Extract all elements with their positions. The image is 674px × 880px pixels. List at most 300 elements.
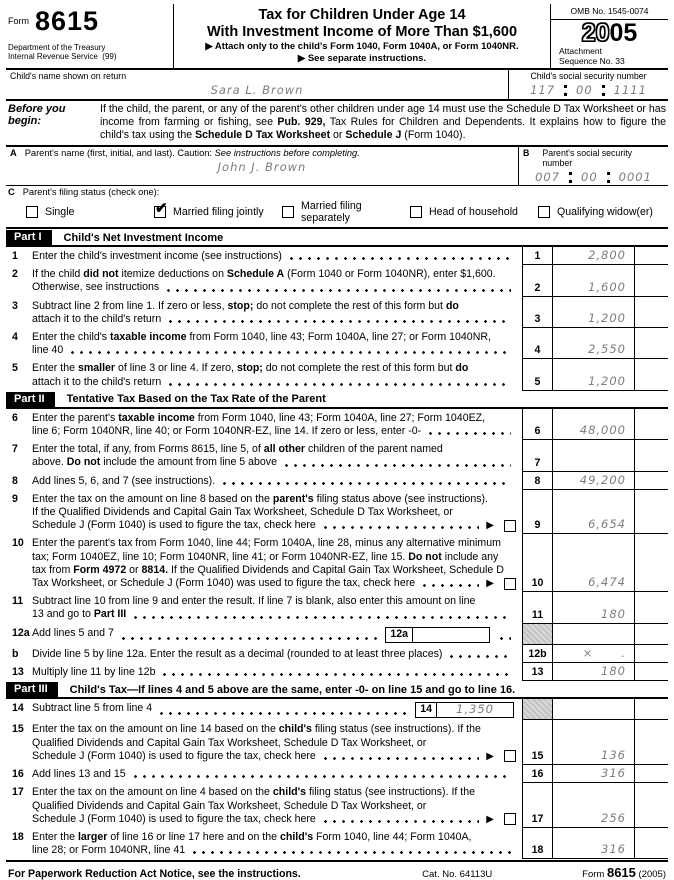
child-ssn-group: 00 [576,83,593,97]
line-text-content: If the child did not itemize deductions on Schedule A (Form 1040 or Form 1040NR), enter $1,600. [32,268,496,281]
line-number: 8 [12,474,18,487]
entry-amount[interactable]: 180 [553,663,635,680]
entry-amount[interactable] [553,440,635,470]
line-text-content: line 40 [32,344,64,357]
dotted-leader [166,382,511,387]
line-text-row [32,702,516,718]
line-text-content: tax from Form 4972 or 8814. If the Qualified Dividends and Capital Gain Tax Worksheet, Schedule D [32,563,504,576]
form-line-4 [6,328,668,359]
part-label-part-iii: Part III [6,682,58,697]
entry-cents-cell [635,265,668,295]
inline-box-value[interactable] [413,628,489,642]
line-text-content: Subtract line 5 from line 4 [32,702,153,715]
line-number: 11 [12,595,24,608]
dotted-leader [321,756,479,761]
line-text [32,699,522,720]
footer-form-number: 8615 [606,865,636,880]
entry-amount[interactable]: 48,000 [553,409,635,439]
tax-year [551,20,668,46]
entry-cents-cell [635,328,668,358]
dotted-leader [447,654,511,659]
part-header-part-i [6,230,668,247]
part-subtitle-part-iii: If lines 4 and 5 above are the same, enter -0- on line 15 and go to line 16. [138,683,516,696]
line-text-row [32,519,516,532]
line-text-row [32,425,516,438]
entry-line-number: 3 [523,297,553,327]
form-line-3 [6,297,668,328]
form-line-12a [6,624,668,645]
inline-box-label: 14 [416,703,437,717]
entry-cents-cell [635,247,668,264]
form-id-block [6,4,174,68]
filing-status-label [8,187,666,197]
entry-line-number: 8 [523,472,553,489]
entry-line-number: 2 [523,265,553,295]
entry-cells [522,783,668,828]
entry-line-number: 17 [523,783,553,827]
line-text-row [32,577,516,590]
year-outline: 20 [581,19,610,47]
entry-line-number: 10 [523,534,553,591]
line-text-row [32,331,516,344]
form-number: 8615 [35,6,100,36]
part-title-part-ii: Tentative Tax Based on the Tax Rate of the Parent [66,393,326,406]
line-text-row [32,786,516,799]
form-line-6 [6,409,668,440]
dotted-leader [321,525,479,530]
line-text-row [32,493,516,506]
parent-ssn-serial: 0001 [618,170,652,184]
entry-amount[interactable]: 6,654 [553,490,635,534]
sequence-label: Sequence No. 33 [559,55,625,66]
part-header-part-iii [6,682,668,699]
line-text-row [32,813,516,826]
line-text-content: Enter the larger of line 16 or line 17 here and on the child's Form 1040, line 44; Form 1040A, [32,830,472,843]
parent-name-cell [6,147,518,185]
filing-status-checkbox-qualifying-widow-er-[interactable] [538,206,550,218]
line-text-content: Add lines 5, 6, and 7 (see instructions). [32,474,216,487]
line-text-content: Schedule J (Form 1040) is used to figure the tax, check here [32,749,316,762]
inline-box-label: 12a [386,628,413,642]
dotted-leader [160,672,511,677]
pointer-arrow-icon: ▶ [486,813,494,825]
child-ssn-cell [508,70,668,99]
line-number: 13 [12,666,24,679]
form-line-13 [6,663,668,681]
filing-status-option-label: Married filing jointly [173,206,264,218]
before-label: Before you begin: [8,103,66,127]
form-word: Form [8,16,29,26]
entry-cents-cell [635,297,668,327]
filing-status-option-label: Single [45,206,75,218]
filing-status-option-label: Head of household [429,206,518,218]
dotted-leader [131,774,511,779]
line-text-row [32,443,516,456]
entry-amount[interactable]: 136 [553,720,635,764]
check-here-checkbox[interactable] [504,578,516,590]
entry-cents-cell [635,828,668,858]
dept-line1: Department of the Treasury [8,43,106,52]
line-text-content: attach it to the child's return [32,312,162,325]
line-text-content: Schedule J (Form 1040) is used to figure the tax, check here [32,519,316,532]
entry-amount[interactable] [553,699,635,719]
entry-line-number: 12b [523,645,553,662]
pointer-arrow-icon: ▶ [486,750,494,762]
entry-line-number: 18 [523,828,553,858]
inline-entry-box-14 [415,702,514,718]
parent-name-label [10,148,514,158]
line-text-row [32,750,516,763]
line-text [32,409,522,440]
line-text-row [32,723,516,736]
parent-identity-row [6,147,668,186]
dotted-leader [166,319,511,324]
item-letter-a: A [10,148,17,158]
line-text-row [32,506,516,519]
check-here-checkbox[interactable] [504,520,516,532]
entry-amount[interactable]: 316 [553,765,635,782]
entry-cells [522,592,668,623]
dotted-leader [190,850,511,855]
dotted-leader [287,256,511,261]
entry-cents-cell [635,720,668,764]
part-label-part-ii: Part II [6,392,55,407]
year-bold: 05 [609,19,638,47]
form-line-7 [6,440,668,471]
entry-amount[interactable]: 1,200 [553,297,635,327]
parent-name-caption: Parent's name (first, initial, and last). Caution: See instructions before completing. [24,148,360,158]
entry-cells [522,828,668,859]
form-line-17 [6,783,668,828]
line-text-content: Enter the total, if any, from Forms 8615, line 5, of all other children of the parent named [32,443,443,456]
line-number: 17 [12,786,24,799]
line-number: 16 [12,768,24,781]
entry-cents-cell [635,624,668,644]
form-footer [6,860,668,880]
part-title-part-iii: Child's Tax— [69,683,139,696]
entry-cells [522,534,668,592]
footer-form-year: (2005) [638,869,666,880]
entry-line-number: 6 [523,409,553,439]
child-name-cell [6,70,508,99]
entry-amount[interactable]: 2,800 [553,247,635,264]
line-text [32,645,522,663]
form-body [6,230,668,859]
part-label-part-i: Part I [6,230,52,245]
child-ssn-serial: 1111 [613,83,647,97]
entry-cells [522,645,668,663]
line-text-row [32,627,516,643]
form-line-16 [6,765,668,783]
ssn-separator [569,172,572,183]
dotted-leader [68,350,511,355]
omb-number: OMB No. 1545-0074 [551,4,668,20]
parent-name-value[interactable]: John J. Brown [217,160,307,174]
line-text-content: Enter the parent's taxable income from Form 1040, line 43; Form 1040A, line 27; Form 1040EZ, [32,411,486,424]
line-text-content: Enter the child's investment income (see instructions) [32,250,282,262]
entry-cents-cell [635,534,668,591]
filing-status-head-of-household [410,200,538,224]
entry-line-number: 9 [523,490,553,534]
dotted-leader [321,819,479,824]
entry-cents-cell [635,409,668,439]
item-letter-c: C [8,187,15,197]
form-title-line2: With Investment Income of More Than $1,600 [206,24,518,40]
line-text-row [32,800,516,813]
catalog-number: Cat. No. 64113U [422,869,493,880]
entry-cells [522,359,668,390]
entry-amount[interactable] [553,624,635,644]
line-number: b [12,647,19,660]
line-text-row [32,564,516,577]
line-text [32,359,522,390]
line-text [32,720,522,765]
child-name-value[interactable]: Sara L. Brown [210,83,304,97]
filing-status-caption: Parent's filing status (check one): [22,187,160,197]
check-here-checkbox[interactable] [504,750,516,762]
filing-status-section [6,186,668,229]
entry-cells [522,699,668,720]
line-text [32,534,522,592]
footer-form-id [582,865,666,880]
child-name-label: Child's name shown on return [10,71,127,81]
entry-amount[interactable]: 1,200 [553,359,635,389]
line-text-content: above. Do not include the amount from line 5 above [32,456,277,469]
entry-amount[interactable]: 1,600 [553,265,635,295]
dotted-leader [157,711,408,716]
line-number: 5 [12,362,18,375]
form-line-10 [6,534,668,592]
dotted-leader [420,583,479,588]
entry-cents-cell [635,783,668,827]
filing-status-option-label: Qualifying widow(er) [557,206,653,218]
form-line-9 [6,490,668,535]
filing-status-option-label: Married filing separately [301,200,362,224]
entry-line-number: 1 [523,247,553,264]
form-line-5 [6,359,668,390]
entry-cells [522,720,668,765]
line-number: 1 [12,250,18,262]
attachment-label: Attachment [559,46,602,56]
line-text [32,490,522,535]
line-text-row [32,768,516,781]
entry-amount[interactable]: 49,200 [553,472,635,489]
entry-cells [522,490,668,535]
attachment-sequence [551,46,668,68]
entry-cents-cell [635,765,668,782]
line-text-content: Schedule J (Form 1040) is used to figure the tax, check here [32,812,316,825]
line-text-content: tax; Form 1040EZ, line 10; Form 1040NR, line 41; or Form 1040NR-EZ, line 15. Do not include any [32,550,499,563]
form-line-8 [6,472,668,490]
entry-cells [522,328,668,359]
ssn-separator [564,85,567,96]
line-text-content: Tax Worksheet, or Schedule J (Form 1040) was used to figure the tax, check here [32,577,416,590]
line-number: 6 [12,411,18,424]
entry-cells [522,663,668,681]
filing-status-married-filing-separately [282,200,410,224]
line-text-row [32,608,516,621]
entry-line-number [523,624,553,644]
filing-status-checkbox-married-filing-separately[interactable] [282,206,294,218]
filing-status-checkbox-married-filing-jointly[interactable] [154,200,168,218]
line-text-content: Qualified Dividends and Capital Gain Tax Worksheet, Schedule D Tax Worksheet, or [32,799,427,812]
entry-cents-cell [635,472,668,489]
child-identity-row [6,70,668,101]
line-text [32,328,522,359]
entry-line-number [523,699,553,719]
line-text-content: Enter the tax on the amount on line 14 based on the child's filing status (see instructions). If the [32,723,481,736]
entry-line-number: 5 [523,359,553,389]
line-text-content: Enter the tax on the amount on line 4 based on the child's filing status (see instructions). If the [32,786,476,799]
entry-cells [522,265,668,296]
filing-status-single [26,200,154,224]
line-text-row [32,737,516,750]
entry-cents-cell [635,490,668,534]
child-ssn-area: 117 [530,83,556,97]
line-text-row [32,313,516,326]
line-text-content: Add lines 5 and 7 [32,626,114,639]
line-text-content: Otherwise, see instructions [32,281,160,294]
entry-amount[interactable]: 2,550 [553,328,635,358]
entry-cells [522,440,668,471]
line-text [32,624,522,645]
line-text-row [32,537,516,550]
form-line-11 [6,592,668,623]
line-text-content: line 6; Form 1040NR, line 40; or Form 1040NR-EZ, line 14. If zero or less, enter -0- [32,425,422,438]
line-text [32,440,522,471]
entry-amount[interactable]: 256 [553,783,635,827]
filing-status-checkbox-single[interactable] [26,206,38,218]
line-number: 9 [12,492,18,505]
dotted-leader [220,481,511,486]
line-text-row [32,344,516,357]
line-text-content: Divide line 5 by line 12a. Enter the result as a decimal (rounded to at least three places) [32,647,443,660]
parent-ssn-area: 007 [535,170,561,184]
entry-cents-cell [635,663,668,680]
footer-form-word: Form [582,869,605,880]
entry-line-number: 4 [523,328,553,358]
entry-cells [522,765,668,783]
line-text-row [32,551,516,564]
dotted-leader [497,636,511,641]
filing-status-married-filing-jointly [154,200,282,224]
dotted-leader [164,288,511,293]
pointer-arrow-icon: ▶ [486,578,494,590]
line-number: 7 [12,443,18,456]
line-text-content: Qualified Dividends and Capital Gain Tax Worksheet, Schedule D Tax Worksheet, or [32,736,427,749]
see-instructions-note: ▶ See separate instructions. [297,52,427,64]
entry-line-number: 11 [523,592,553,622]
entry-cells [522,297,668,328]
ssn-separator [602,85,605,96]
entry-cells [522,247,668,265]
department-block [8,43,169,61]
dept-suffix: (99) [102,52,117,61]
ssn-separator [607,172,610,183]
line-text-row [32,456,516,469]
line-text [32,265,522,296]
entry-cents-cell [635,592,668,622]
entry-amount[interactable]: 6,474 [553,534,635,591]
line-text-content: attach it to the child's return [32,375,162,388]
child-ssn-label: Child's social security number [530,71,647,81]
line-text-content: Add lines 13 and 15 [32,768,126,781]
line-text-row [32,362,516,375]
before-text: If the child, the parent, or any of the parent's other children under age 14 must use the Schedule D Tax Worksheet or has income from farming or fishing, see Pub. 929, Tax Rules for Children and Dependents. It explains how to figure the child's tax using the Schedule D Tax Worksheet or Schedule J (Form 1040). [100,103,667,141]
line-text-row [32,648,516,661]
dotted-leader [426,431,511,436]
filing-status-checkbox-head-of-household[interactable] [410,206,422,218]
line-text-row [32,281,516,294]
entry-amount[interactable]: × . [553,645,635,662]
entry-cents-cell [635,359,668,389]
title-block [174,4,550,68]
entry-amount[interactable]: 180 [553,592,635,622]
item-letter-b: B [523,148,530,158]
line-text [32,297,522,328]
entry-line-number: 7 [523,440,553,470]
dotted-leader [119,636,378,641]
line-number: 2 [12,268,18,281]
before-you-begin [6,101,668,147]
line-text [32,247,522,265]
inline-box-value[interactable]: 1,350 [456,702,494,717]
line-text [32,663,522,681]
entry-cents-cell [635,440,668,470]
parent-ssn-value[interactable] [523,168,664,184]
filing-status-qualifying-widow-er- [538,200,666,224]
line-number: 4 [12,331,18,344]
entry-cells [522,624,668,645]
line-text-row [32,376,516,389]
line-text-row [32,412,516,425]
line-text-content: Subtract line 2 from line 1. If zero or less, stop; do not complete the rest of this form but do [32,299,459,312]
line-text [32,783,522,828]
form-line-2 [6,265,668,296]
line-text-content: Enter the child's taxable income from Form 1040, line 43; Form 1040A, line 27; or Form 1040NR, [32,331,491,344]
line-text-row [32,844,516,857]
line-text-content: 13 and go to Part III [32,608,127,621]
line-number: 14 [12,702,24,715]
line-number: 18 [12,830,24,843]
line-text-row [32,595,516,608]
entry-line-number: 16 [523,765,553,782]
child-ssn-value[interactable] [513,81,664,97]
inline-entry-box-12a [385,627,490,643]
line-text-content: Enter the parent's tax from Form 1040, line 44; Form 1040A, line 28, minus any alternative minimum [32,537,501,550]
attach-note: ▶ Attach only to the child's Form 1040, Form 1040A, or Form 1040NR. [205,41,519,52]
line-text-content: Multiply line 11 by line 12b [32,666,156,679]
paperwork-notice: For Paperwork Reduction Act Notice, see the instructions. [8,868,301,880]
filing-status-options [8,200,666,224]
parent-ssn-caption: Parent's social security number [542,148,633,168]
dotted-leader [282,463,511,468]
parent-ssn-label [523,148,664,168]
line-number: 3 [12,299,18,312]
entry-cells [522,472,668,490]
dept-line2: Internal Revenue Service [8,52,98,61]
form-title-line1: Tax for Children Under Age 14 [258,7,466,23]
entry-amount[interactable]: 316 [553,828,635,858]
entry-cents-cell [635,699,668,719]
form-line-18 [6,828,668,859]
line-text-content: line 28; or Form 1040NR, line 41 [32,844,186,857]
form-line-15 [6,720,668,765]
line-number: 10 [12,537,24,550]
part-header-part-ii [6,392,668,409]
check-here-checkbox[interactable] [504,813,516,825]
form-line-1 [6,247,668,265]
